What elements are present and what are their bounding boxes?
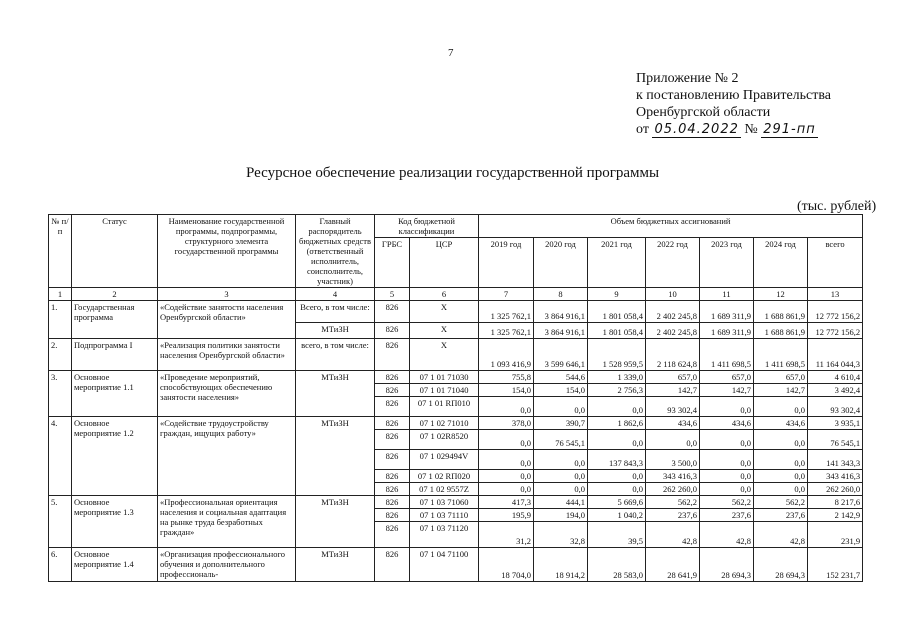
- row-status: Подпрограмма I: [72, 339, 158, 371]
- value-cell: 3 864 916,1: [534, 301, 588, 323]
- header-total: всего: [808, 238, 863, 288]
- row-status: Основное мероприятие 1.3: [72, 496, 158, 548]
- value-cell: 237,6: [646, 509, 700, 522]
- value-cell: 1 325 762,1: [479, 301, 534, 323]
- column-number: 7: [479, 288, 534, 301]
- value-cell: 262 260,0: [808, 483, 863, 496]
- value-cell: 42,8: [700, 522, 754, 548]
- value-cell: 1 411 698,5: [700, 339, 754, 371]
- header-year: 2024 год: [754, 238, 808, 288]
- row-num: 6.: [49, 548, 72, 582]
- row-grbs: 826: [375, 301, 410, 323]
- row-name: «Реализация политики занятости населения Оренбургской области»: [158, 339, 296, 371]
- resource-table: [48, 214, 863, 582]
- column-number: 11: [700, 288, 754, 301]
- value-cell: 343 416,3: [808, 470, 863, 483]
- table-row: [49, 301, 863, 323]
- value-cell: 0,0: [479, 483, 534, 496]
- value-cell: 0,0: [534, 483, 588, 496]
- value-cell: 237,6: [754, 509, 808, 522]
- value-cell: 434,6: [700, 417, 754, 430]
- header-status: Статус: [72, 215, 158, 288]
- value-cell: 1 689 311,9: [700, 301, 754, 323]
- value-cell: 2 142,9: [808, 509, 863, 522]
- row-grbs: 826: [375, 496, 410, 509]
- row-grbs: 826: [375, 522, 410, 548]
- row-num: 2.: [49, 339, 72, 371]
- value-cell: 42,8: [646, 522, 700, 548]
- row-csr: 07 1 02 71010: [410, 417, 479, 430]
- column-number: 6: [410, 288, 479, 301]
- column-number: 13: [808, 288, 863, 301]
- header-year: 2019 год: [479, 238, 534, 288]
- row-grbs: 826: [375, 430, 410, 450]
- value-cell: 0,0: [534, 450, 588, 470]
- value-cell: 195,9: [479, 509, 534, 522]
- value-cell: 142,7: [754, 384, 808, 397]
- number-sign: №: [744, 122, 758, 137]
- table-row: [49, 417, 863, 430]
- value-cell: 76 545,1: [534, 430, 588, 450]
- row-status: Основное мероприятие 1.4: [72, 548, 158, 582]
- value-cell: 76 545,1: [808, 430, 863, 450]
- value-cell: 28 583,0: [588, 548, 646, 582]
- value-cell: 417,3: [479, 496, 534, 509]
- value-cell: 93 302,4: [808, 397, 863, 417]
- appendix-line: Оренбургской области: [636, 105, 771, 120]
- row-grbs: 826: [375, 339, 410, 371]
- value-cell: 0,0: [754, 483, 808, 496]
- row-admin: МТиЗН: [296, 371, 375, 417]
- table-row: [49, 371, 863, 384]
- value-cell: 4 610,4: [808, 371, 863, 384]
- value-cell: 0,0: [700, 450, 754, 470]
- header-year: 2023 год: [700, 238, 754, 288]
- value-cell: 657,0: [646, 371, 700, 384]
- row-status: Основное мероприятие 1.1: [72, 371, 158, 417]
- row-admin: Всего, в том числе:: [296, 301, 375, 323]
- table-row: [49, 548, 863, 582]
- row-csr: Х: [410, 339, 479, 371]
- row-admin: МТиЗН: [296, 496, 375, 548]
- appendix-block: [636, 70, 831, 138]
- value-cell: 0,0: [754, 450, 808, 470]
- value-cell: 562,2: [754, 496, 808, 509]
- value-cell: 1 689 311,9: [700, 323, 754, 339]
- header-num: № п/п: [49, 215, 72, 288]
- row-csr: 07 1 02 9557Z: [410, 483, 479, 496]
- header-volume: Объем бюджетных ассигнований: [479, 215, 863, 238]
- table-row: [49, 496, 863, 509]
- value-cell: 0,0: [754, 470, 808, 483]
- column-number: 2: [72, 288, 158, 301]
- value-cell: 1 411 698,5: [754, 339, 808, 371]
- value-cell: 32,8: [534, 522, 588, 548]
- value-cell: 5 669,6: [588, 496, 646, 509]
- value-cell: 444,1: [534, 496, 588, 509]
- value-cell: 11 164 044,3: [808, 339, 863, 371]
- column-number: 10: [646, 288, 700, 301]
- value-cell: 755,8: [479, 371, 534, 384]
- value-cell: 262 260,0: [646, 483, 700, 496]
- value-cell: 12 772 156,2: [808, 301, 863, 323]
- row-csr: 07 1 03 71110: [410, 509, 479, 522]
- handwritten-date: 05.04.2022: [654, 122, 739, 137]
- value-cell: 0,0: [588, 397, 646, 417]
- value-cell: 0,0: [700, 430, 754, 450]
- value-cell: 0,0: [588, 430, 646, 450]
- header-year: 2020 год: [534, 238, 588, 288]
- row-name: «Содействие трудоустройству граждан, ищущих работу»: [158, 417, 296, 496]
- column-number: 12: [754, 288, 808, 301]
- value-cell: 42,8: [754, 522, 808, 548]
- row-grbs: 826: [375, 384, 410, 397]
- table-row: [49, 339, 863, 371]
- column-number-row: [49, 288, 863, 301]
- column-number: 9: [588, 288, 646, 301]
- value-cell: 0,0: [700, 483, 754, 496]
- value-cell: 237,6: [700, 509, 754, 522]
- row-status: Основное мероприятие 1.2: [72, 417, 158, 496]
- row-csr: 07 1 03 71060: [410, 496, 479, 509]
- value-cell: 657,0: [754, 371, 808, 384]
- row-csr: 07 1 02 RП020: [410, 470, 479, 483]
- row-name: «Проведение мероприятий, способствующих обеспечению занятости населения»: [158, 371, 296, 417]
- appendix-date-line: [636, 121, 831, 138]
- row-csr: 07 1 04 71100: [410, 548, 479, 582]
- row-grbs: 826: [375, 470, 410, 483]
- value-cell: 378,0: [479, 417, 534, 430]
- value-cell: 142,7: [700, 384, 754, 397]
- header-grbs: ГРБС: [375, 238, 410, 288]
- value-cell: 1 093 416,9: [479, 339, 534, 371]
- value-cell: 93 302,4: [646, 397, 700, 417]
- value-cell: 0,0: [479, 450, 534, 470]
- header-year: 2022 год: [646, 238, 700, 288]
- value-cell: 0,0: [479, 430, 534, 450]
- row-num: 3.: [49, 371, 72, 417]
- value-cell: 390,7: [534, 417, 588, 430]
- value-cell: 0,0: [700, 397, 754, 417]
- row-grbs: 826: [375, 548, 410, 582]
- row-grbs: 826: [375, 450, 410, 470]
- header-code: Код бюджетной классификации: [375, 215, 479, 238]
- value-cell: 1 688 861,9: [754, 301, 808, 323]
- row-csr: Х: [410, 301, 479, 323]
- value-cell: 544,6: [534, 371, 588, 384]
- value-cell: 0,0: [700, 470, 754, 483]
- value-cell: 0,0: [479, 397, 534, 417]
- value-cell: 31,2: [479, 522, 534, 548]
- value-cell: 231,9: [808, 522, 863, 548]
- row-num: 4.: [49, 417, 72, 496]
- value-cell: 28 641,9: [646, 548, 700, 582]
- value-cell: 3 500,0: [646, 450, 700, 470]
- value-cell: 1 688 861,9: [754, 323, 808, 339]
- value-cell: 8 217,6: [808, 496, 863, 509]
- value-cell: 657,0: [700, 371, 754, 384]
- row-admin: МТиЗН: [296, 323, 375, 339]
- value-cell: 3 599 646,1: [534, 339, 588, 371]
- value-cell: 1 801 058,4: [588, 323, 646, 339]
- row-grbs: 826: [375, 417, 410, 430]
- column-number: 8: [534, 288, 588, 301]
- row-csr: 07 1 01 RП010: [410, 397, 479, 417]
- value-cell: 0,0: [754, 430, 808, 450]
- row-csr: 07 1 01 71040: [410, 384, 479, 397]
- value-cell: 154,0: [479, 384, 534, 397]
- value-cell: 12 772 156,2: [808, 323, 863, 339]
- value-cell: 434,6: [754, 417, 808, 430]
- row-admin: МТиЗН: [296, 548, 375, 582]
- value-cell: 3 492,4: [808, 384, 863, 397]
- value-cell: 18 914,2: [534, 548, 588, 582]
- row-csr: Х: [410, 323, 479, 339]
- header-year: 2021 год: [588, 238, 646, 288]
- document-title: Ресурсное обеспечение реализации государственной программы: [245, 165, 660, 181]
- row-admin: всего, в том числе:: [296, 339, 375, 371]
- value-cell: 343 416,3: [646, 470, 700, 483]
- value-cell: 137 843,3: [588, 450, 646, 470]
- value-cell: 0,0: [588, 470, 646, 483]
- value-cell: 1 325 762,1: [479, 323, 534, 339]
- value-cell: 2 118 624,8: [646, 339, 700, 371]
- header-csr: ЦСР: [410, 238, 479, 288]
- value-cell: 28 694,3: [754, 548, 808, 582]
- row-csr: 07 1 01 71030: [410, 371, 479, 384]
- value-cell: 2 756,3: [588, 384, 646, 397]
- row-name: «Содействие занятости населения Оренбургской области»: [158, 301, 296, 339]
- value-cell: 28 694,3: [700, 548, 754, 582]
- row-name: «Профессиональная ориентация населения и социальная адаптация на рынке труда безработных граждан»: [158, 496, 296, 548]
- value-cell: 152 231,7: [808, 548, 863, 582]
- value-cell: 39,5: [588, 522, 646, 548]
- header-name: Наименование государственной программы, подпрограммы, структурного элемента государственной программы: [158, 215, 296, 288]
- value-cell: 0,0: [646, 430, 700, 450]
- value-cell: 0,0: [479, 470, 534, 483]
- value-cell: 2 402 245,8: [646, 301, 700, 323]
- units-label: (тыс. рублей): [797, 199, 877, 214]
- value-cell: 3 864 916,1: [534, 323, 588, 339]
- row-grbs: 826: [375, 397, 410, 417]
- value-cell: 1 339,0: [588, 371, 646, 384]
- value-cell: 1 528 959,5: [588, 339, 646, 371]
- value-cell: 0,0: [588, 483, 646, 496]
- appendix-line: к постановлению Правительства: [636, 88, 832, 103]
- column-number: 1: [49, 288, 72, 301]
- row-grbs: 826: [375, 323, 410, 339]
- row-csr: 07 1 02R8520: [410, 430, 479, 450]
- value-cell: 0,0: [534, 397, 588, 417]
- value-cell: 194,0: [534, 509, 588, 522]
- from-label: от: [636, 122, 649, 137]
- header-admin: Главный распорядитель бюджетных средств (ответственный исполнитель, соисполнитель, участник): [296, 215, 375, 288]
- value-cell: 2 402 245,8: [646, 323, 700, 339]
- value-cell: 3 935,1: [808, 417, 863, 430]
- value-cell: 1 862,6: [588, 417, 646, 430]
- value-cell: 142,7: [646, 384, 700, 397]
- row-admin: МТиЗН: [296, 417, 375, 496]
- row-num: 5.: [49, 496, 72, 548]
- value-cell: 562,2: [646, 496, 700, 509]
- value-cell: 0,0: [754, 397, 808, 417]
- column-number: 3: [158, 288, 296, 301]
- appendix-line: Приложение № 2: [636, 71, 739, 86]
- value-cell: 562,2: [700, 496, 754, 509]
- handwritten-doc-number: 291-пп: [763, 122, 816, 137]
- value-cell: 141 343,3: [808, 450, 863, 470]
- value-cell: 154,0: [534, 384, 588, 397]
- row-grbs: 826: [375, 509, 410, 522]
- page-number: 7: [448, 47, 454, 59]
- row-name: «Организация профессионального обучения и дополнительного профессиональ-: [158, 548, 296, 582]
- value-cell: 1 040,2: [588, 509, 646, 522]
- row-status: Государственная программа: [72, 301, 158, 339]
- row-grbs: 826: [375, 371, 410, 384]
- row-grbs: 826: [375, 483, 410, 496]
- column-number: 4: [296, 288, 375, 301]
- value-cell: 1 801 058,4: [588, 301, 646, 323]
- value-cell: 0,0: [534, 470, 588, 483]
- column-number: 5: [375, 288, 410, 301]
- row-csr: 07 1 029494V: [410, 450, 479, 470]
- value-cell: 18 704,0: [479, 548, 534, 582]
- value-cell: 434,6: [646, 417, 700, 430]
- row-csr: 07 1 03 71120: [410, 522, 479, 548]
- row-num: 1.: [49, 301, 72, 339]
